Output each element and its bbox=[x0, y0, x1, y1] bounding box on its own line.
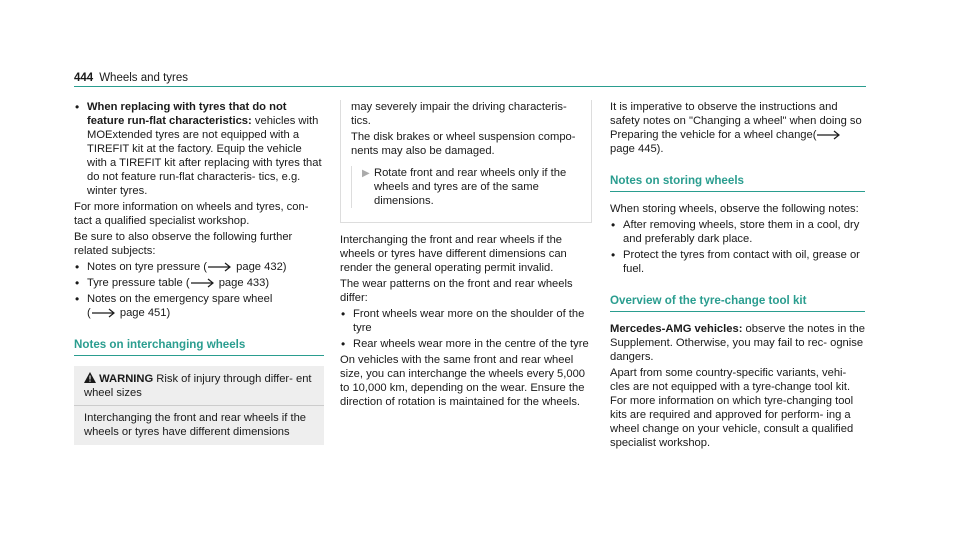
list-item: • Rear wheels wear more in the centre of the tyre bbox=[340, 337, 592, 351]
warning-triangle-icon bbox=[84, 372, 96, 383]
column-middle bbox=[340, 100, 592, 411]
warning-title: Risk of injury through differ- ent wheel sizes bbox=[84, 373, 312, 399]
action-note bbox=[351, 166, 581, 208]
link-text[interactable]: Notes on tyre pressure ( bbox=[87, 261, 208, 273]
related-links bbox=[74, 260, 324, 320]
arrow-right-icon bbox=[816, 130, 842, 140]
play-triangle-icon: ▶ bbox=[362, 168, 370, 179]
list-item bbox=[74, 100, 324, 198]
bullet-bold: When replacing with tyres that do not feature run-flat characteristics: bbox=[87, 101, 287, 127]
bold-lead: Mercedes-AMG vehicles: bbox=[610, 323, 743, 335]
warning-continuation bbox=[340, 100, 592, 216]
paragraph: For more information on wheels and tyres, con- tact a qualified specialist workshop. bbox=[74, 201, 309, 227]
list-item: • Protect the tyres from contact with oil, grease or fuel. bbox=[610, 248, 865, 276]
box-frame-bottom bbox=[340, 216, 592, 223]
divider bbox=[74, 405, 324, 406]
link-item[interactable] bbox=[74, 260, 324, 274]
paragraph: Apart from some country-specific variants, vehi- cles are not equipped with a tyre-change tool kit. For more information on which tyre-changing tool kits are required and approved for perform- ing a wheel change on your vehicle, consult a qualified specialist workshop. bbox=[610, 367, 854, 449]
link-item[interactable] bbox=[74, 276, 324, 290]
arrow-right-icon bbox=[91, 308, 117, 318]
storing-bullets bbox=[610, 218, 865, 276]
bullet-text: vehicles with MOExtended tyres are not equipped with a TIREFIT kit at the factory. Equip the vehicle with a TIREFIT kit after replacing with tyres that do not feature run-flat characteris- tics, e.g. winter tyres. bbox=[87, 115, 322, 197]
warning-body: Interchanging the front and rear wheels if the wheels or tyres have different dimensions bbox=[84, 412, 307, 438]
warning-header bbox=[84, 372, 314, 400]
paragraph: On vehicles with the same front and rear wheel size, you can interchange the wheels every 5,000 to 10,000 km, depending on the wear. Ensure the direction of rotation is maintained for the wheels. bbox=[340, 354, 586, 408]
paragraph-text: observe the notes in the Supplement. Otherwise, you may fail to rec- ognise dangers. bbox=[610, 323, 865, 363]
link-text[interactable]: Tyre pressure table ( bbox=[87, 277, 190, 289]
paragraph: Interchanging the front and rear wheels if the wheels or tyres have different dimensions can render the general operating permit invalid. bbox=[340, 234, 567, 274]
paragraph: The wear patterns on the front and rear wheels differ: bbox=[340, 278, 573, 304]
warning-box bbox=[74, 366, 324, 445]
paragraph bbox=[610, 100, 865, 156]
page-number: 444 bbox=[74, 72, 94, 84]
column-left bbox=[74, 100, 324, 445]
wear-bullets bbox=[340, 307, 592, 351]
link-page[interactable]: page 451) bbox=[119, 307, 171, 319]
section-name: Wheels and tyres bbox=[99, 72, 189, 84]
link-item[interactable]: • Notes on the emergency spare wheel ( page 451) bbox=[74, 292, 324, 320]
page-header bbox=[74, 72, 188, 84]
link-page[interactable]: page 445). bbox=[610, 143, 664, 155]
paragraph: Be sure to also observe the following further related subjects: bbox=[74, 231, 293, 257]
section-title-interchanging: Notes on interchanging wheels bbox=[74, 338, 246, 351]
section-rule bbox=[610, 191, 865, 192]
link-page[interactable]: page 432) bbox=[236, 261, 287, 273]
paragraph-text: It is imperative to observe the instructions and safety notes on "Changing a wheel" when doing so Preparing the vehicle for a wheel change( bbox=[610, 101, 862, 141]
paragraph: may severely impair the driving characteris- tics. bbox=[351, 101, 567, 127]
list-item: • Front wheels wear more on the shoulder of the tyre bbox=[340, 307, 592, 335]
list-item: • After removing wheels, store them in a cool, dry and preferably dark place. bbox=[610, 218, 865, 246]
header-rule bbox=[74, 86, 866, 87]
paragraph bbox=[610, 322, 865, 364]
section-rule bbox=[610, 311, 865, 312]
link-page[interactable]: page 433) bbox=[218, 277, 270, 289]
paragraph: The disk brakes or wheel suspension compo- nents may also be damaged. bbox=[351, 131, 576, 157]
action-text: Rotate front and rear wheels only if the wheels and tyres are of the same dimensions. bbox=[374, 167, 567, 207]
arrow-right-icon bbox=[207, 262, 233, 272]
warning-label: WARNING bbox=[99, 373, 154, 385]
paragraph: When storing wheels, observe the following notes: bbox=[610, 203, 859, 215]
section-title-storing: Notes on storing wheels bbox=[610, 174, 744, 187]
section-title-toolkit: Overview of the tyre-change tool kit bbox=[610, 294, 807, 307]
section-rule bbox=[74, 355, 324, 356]
arrow-right-icon bbox=[190, 278, 216, 288]
link-text[interactable]: Notes on the emergency spare wheel bbox=[87, 293, 273, 305]
run-flat-bullet bbox=[74, 100, 324, 198]
column-right bbox=[610, 100, 865, 452]
